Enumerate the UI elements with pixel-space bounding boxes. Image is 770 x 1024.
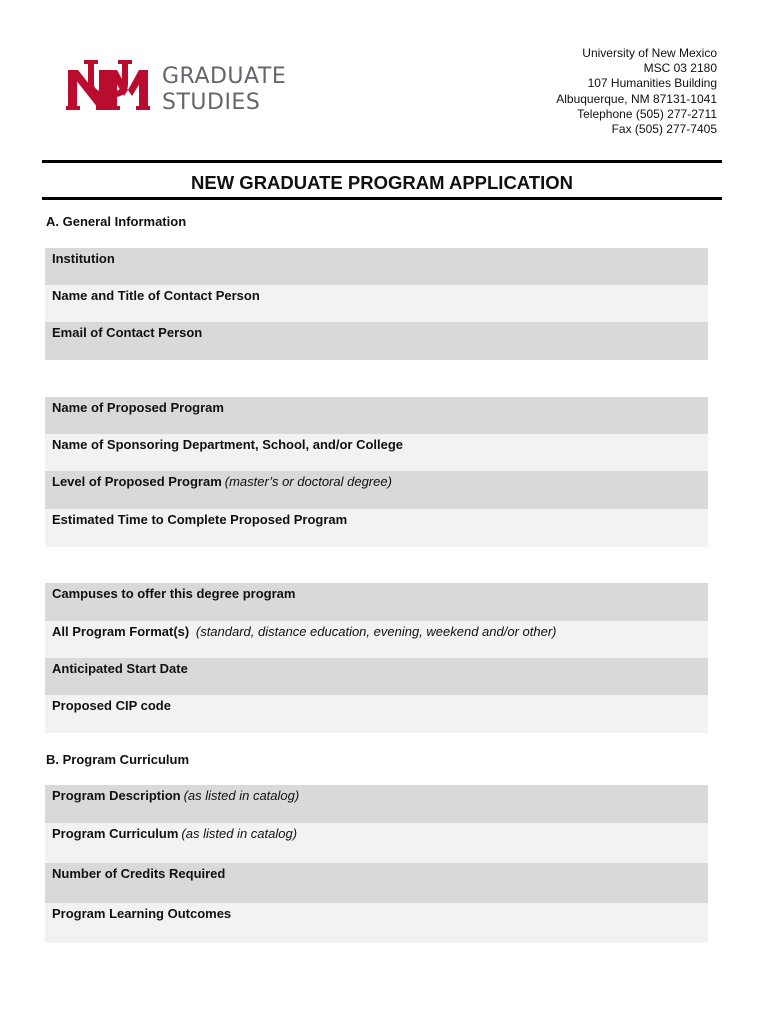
field-label: All Program Format(s) xyxy=(52,624,190,639)
address-line: University of New Mexico xyxy=(582,46,717,60)
field-program-formats[interactable] xyxy=(45,621,708,658)
field-label: Institution xyxy=(52,251,115,266)
telephone-line: Telephone (505) 277-2711 xyxy=(577,106,717,121)
field-label: Anticipated Start Date xyxy=(52,661,188,676)
unm-logo-mark xyxy=(66,60,150,120)
field-note: (as listed in catalog) xyxy=(181,826,298,841)
field-label: Campuses to offer this degree program xyxy=(52,586,296,601)
field-program-curriculum[interactable] xyxy=(45,823,708,863)
unm-graduate-studies-logo xyxy=(66,60,316,124)
field-program-description[interactable] xyxy=(45,785,708,823)
field-label: Program Curriculum xyxy=(52,826,179,841)
field-estimated-completion-time[interactable] xyxy=(45,509,708,547)
field-note: (as listed in catalog) xyxy=(183,788,300,803)
field-note: (master’s or doctoral degree) xyxy=(224,474,392,489)
field-cip-code[interactable] xyxy=(45,695,708,733)
address-line: 107 Humanities Building xyxy=(587,76,717,91)
title-bottom-rule xyxy=(42,197,722,200)
field-label: Level of Proposed Program xyxy=(52,474,222,489)
field-label: Name of Sponsoring Department, School, and/or College xyxy=(52,437,404,452)
field-label: Name and Title of Contact Person xyxy=(52,288,260,303)
field-contact-name-title[interactable] xyxy=(45,285,708,322)
field-campuses[interactable] xyxy=(45,583,708,621)
field-label: Email of Contact Person xyxy=(52,325,203,340)
field-program-level[interactable] xyxy=(45,471,708,509)
address-line: Albuquerque, NM 87131-1041 xyxy=(556,91,717,106)
field-sponsoring-department[interactable] xyxy=(45,434,708,471)
logo-line-studies: STUDIES xyxy=(162,90,261,115)
document-title: NEW GRADUATE PROGRAM APPLICATION xyxy=(191,172,573,193)
field-institution[interactable] xyxy=(45,248,708,285)
field-contact-email[interactable] xyxy=(45,322,708,360)
logo-line-graduate: GRADUATE xyxy=(162,64,287,89)
logo-wordmark xyxy=(162,64,286,116)
fax-line: Fax (505) 277-7405 xyxy=(611,122,717,137)
field-anticipated-start-date[interactable] xyxy=(45,658,708,695)
address-line: MSC 03 2180 xyxy=(643,61,717,76)
field-label: Program Description xyxy=(52,788,181,803)
address-block xyxy=(556,46,717,137)
field-label: Name of Proposed Program xyxy=(52,400,224,415)
field-proposed-program-name[interactable] xyxy=(45,397,708,434)
field-label: Program Learning Outcomes xyxy=(52,906,232,921)
field-note: (standard, distance education, evening, weekend and/or other) xyxy=(192,624,557,639)
field-learning-outcomes[interactable] xyxy=(45,903,708,943)
field-label: Estimated Time to Complete Proposed Program xyxy=(52,512,348,527)
field-label: Proposed CIP code xyxy=(52,698,171,713)
field-label: Number of Credits Required xyxy=(52,866,226,881)
section-b-heading: B. Program Curriculum xyxy=(46,752,190,767)
section-a-heading: A. General Information xyxy=(46,214,187,229)
title-top-rule xyxy=(42,160,722,163)
field-credits-required[interactable] xyxy=(45,863,708,903)
